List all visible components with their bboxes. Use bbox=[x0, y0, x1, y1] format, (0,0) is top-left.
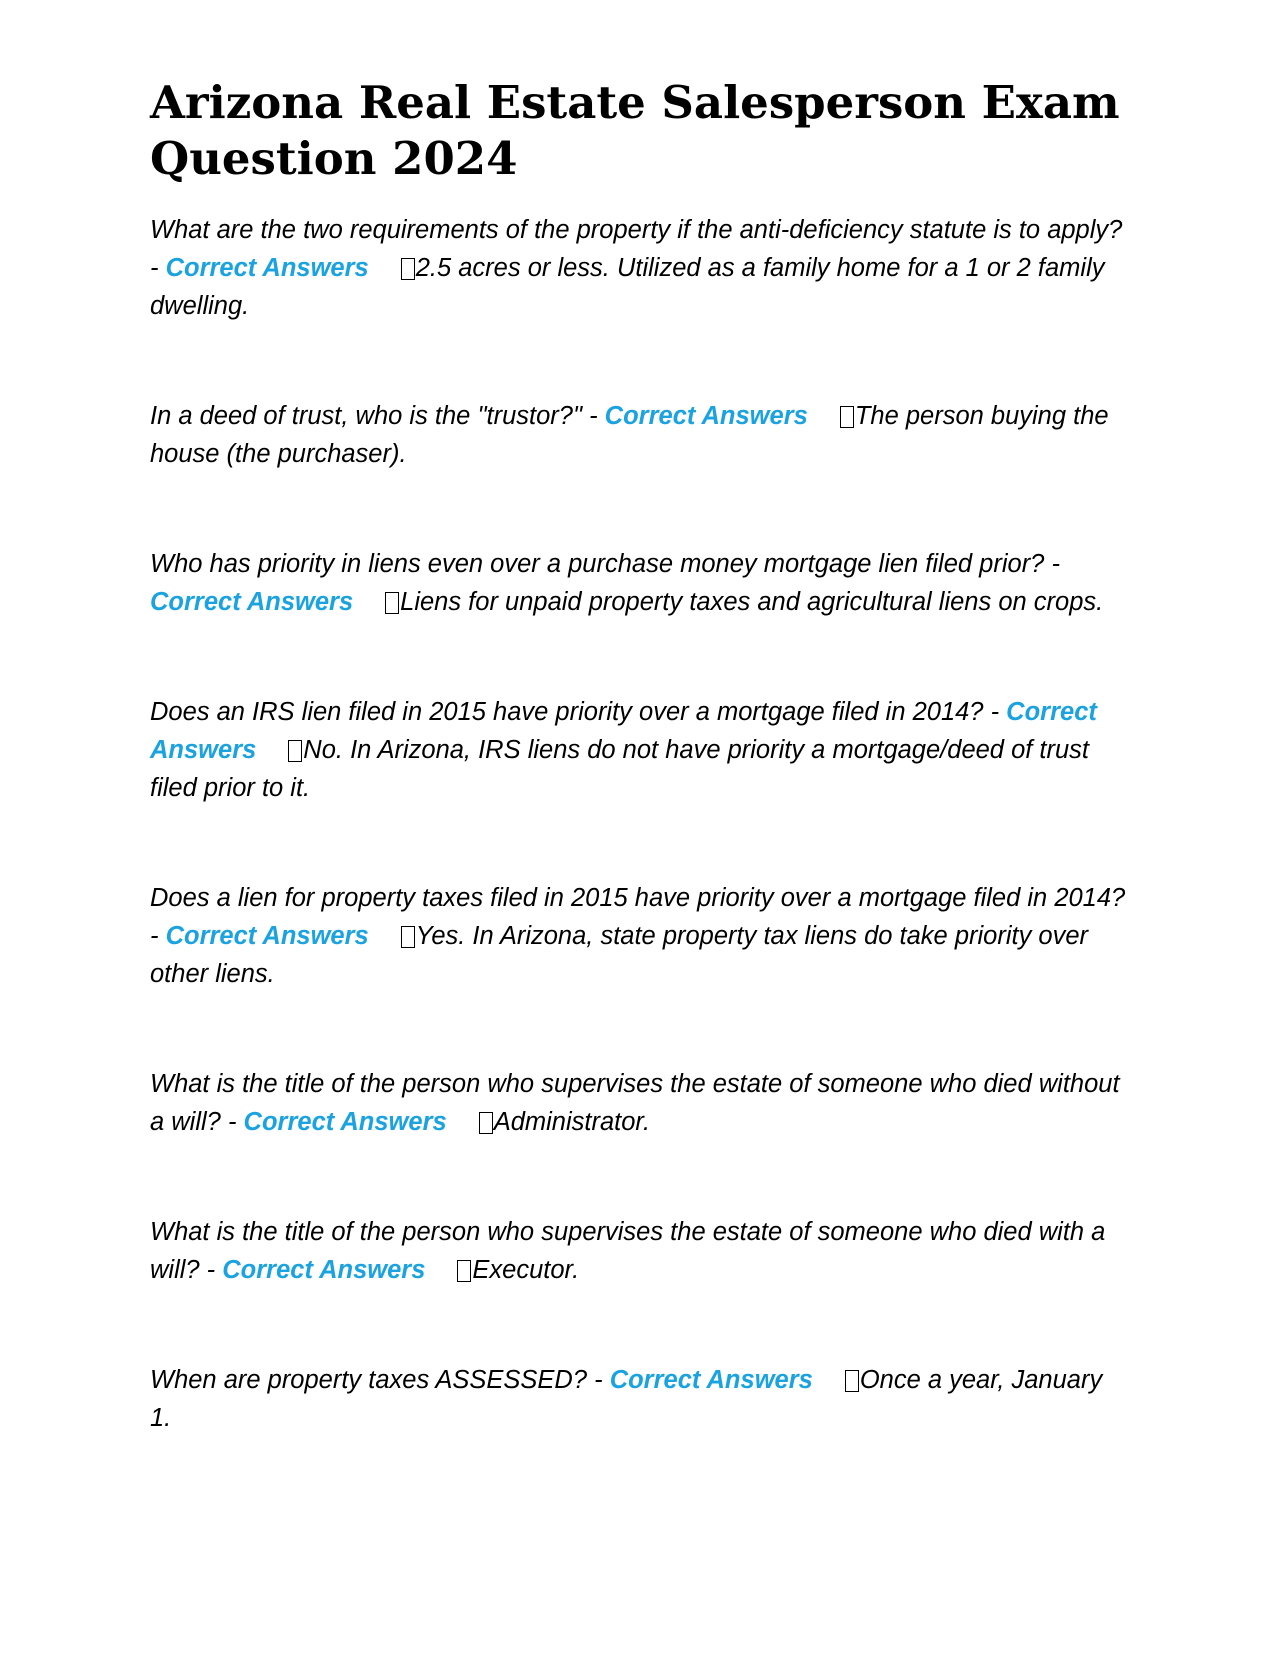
correct-answers-label: Correct Answers bbox=[165, 254, 369, 282]
correct-answers-label: Correct Answers bbox=[609, 1366, 813, 1394]
missing-glyph-box-icon bbox=[401, 258, 415, 280]
spacer bbox=[150, 473, 1130, 545]
separator: - bbox=[150, 922, 166, 950]
question-text: What is the title of the person who supervises the estate of someone who died with a will? bbox=[150, 1218, 1106, 1284]
question-text: What is the title of the person who supervises the estate of someone who died without a will? bbox=[150, 1070, 1120, 1136]
correct-answers-label: Correct Answers bbox=[243, 1108, 447, 1136]
question-text: When are property taxes ASSESSED? bbox=[150, 1366, 588, 1394]
missing-glyph-box-icon bbox=[479, 1112, 493, 1134]
answer-text: Administrator. bbox=[493, 1108, 651, 1136]
question-text: What are the two requirements of the property if the anti-deficiency statute is to apply? bbox=[150, 216, 1123, 244]
answer-text: Executor. bbox=[472, 1256, 580, 1284]
answer-text: The person buying the house (the purchaser). bbox=[150, 402, 1109, 468]
separator: - bbox=[150, 254, 166, 282]
missing-glyph-box-icon bbox=[385, 592, 399, 614]
document-page bbox=[150, 75, 1130, 1437]
missing-glyph-box-icon bbox=[401, 926, 415, 948]
spacer bbox=[150, 1289, 1130, 1361]
spacer bbox=[150, 807, 1130, 879]
correct-answers-label: Correct Answers bbox=[150, 588, 354, 616]
spacer bbox=[150, 325, 1130, 397]
qa-item-1 bbox=[150, 211, 1130, 325]
missing-glyph-box-icon bbox=[457, 1260, 471, 1282]
separator: - bbox=[983, 698, 1007, 726]
spacer bbox=[150, 621, 1130, 693]
qa-item-5 bbox=[150, 879, 1130, 993]
correct-answers-label: Correct Answers bbox=[222, 1256, 426, 1284]
missing-glyph-box-icon bbox=[845, 1370, 859, 1392]
answer-text: Yes. In Arizona, state property tax liens do take priority over other liens. bbox=[150, 922, 1089, 988]
correct-answers-label: Correct Answers bbox=[165, 922, 369, 950]
question-text: In a deed of trust, who is the "trustor?" bbox=[150, 402, 582, 430]
qa-item-7 bbox=[150, 1213, 1130, 1289]
separator: - bbox=[199, 1256, 223, 1284]
question-text: Does an IRS lien filed in 2015 have priority over a mortgage filed in 2014? bbox=[150, 698, 984, 726]
correct-answers-label: Correct Answers bbox=[604, 402, 808, 430]
qa-item-6 bbox=[150, 1065, 1130, 1141]
spacer bbox=[150, 1141, 1130, 1213]
answer-text: Once a year, January 1. bbox=[150, 1366, 1103, 1432]
question-text: Who has priority in liens even over a purchase money mortgage lien filed prior? bbox=[150, 550, 1045, 578]
missing-glyph-box-icon bbox=[288, 740, 302, 762]
document-title: Arizona Real Estate Salesperson Exam Question 2024 bbox=[150, 76, 1120, 185]
spacer bbox=[150, 993, 1130, 1065]
answer-text: Liens for unpaid property taxes and agricultural liens on crops. bbox=[400, 588, 1104, 616]
separator: - bbox=[582, 402, 605, 430]
answer-text: No. In Arizona, IRS liens do not have priority a mortgage/deed of trust filed prior to it. bbox=[150, 736, 1090, 802]
correct-answers-label: Correct Answers bbox=[150, 698, 1097, 764]
answer-text: 2.5 acres or less. Utilized as a family home for a 1 or 2 family dwelling. bbox=[150, 254, 1105, 320]
qa-item-3 bbox=[150, 545, 1130, 621]
question-text: Does a lien for property taxes filed in 2015 have priority over a mortgage filed in 2014? bbox=[150, 884, 1126, 912]
separator: - bbox=[1044, 550, 1060, 578]
qa-item-4 bbox=[150, 693, 1130, 807]
missing-glyph-box-icon bbox=[840, 406, 854, 428]
qa-item-8 bbox=[150, 1361, 1130, 1437]
qa-item-2 bbox=[150, 397, 1130, 473]
separator: - bbox=[220, 1108, 244, 1136]
separator: - bbox=[587, 1366, 610, 1394]
